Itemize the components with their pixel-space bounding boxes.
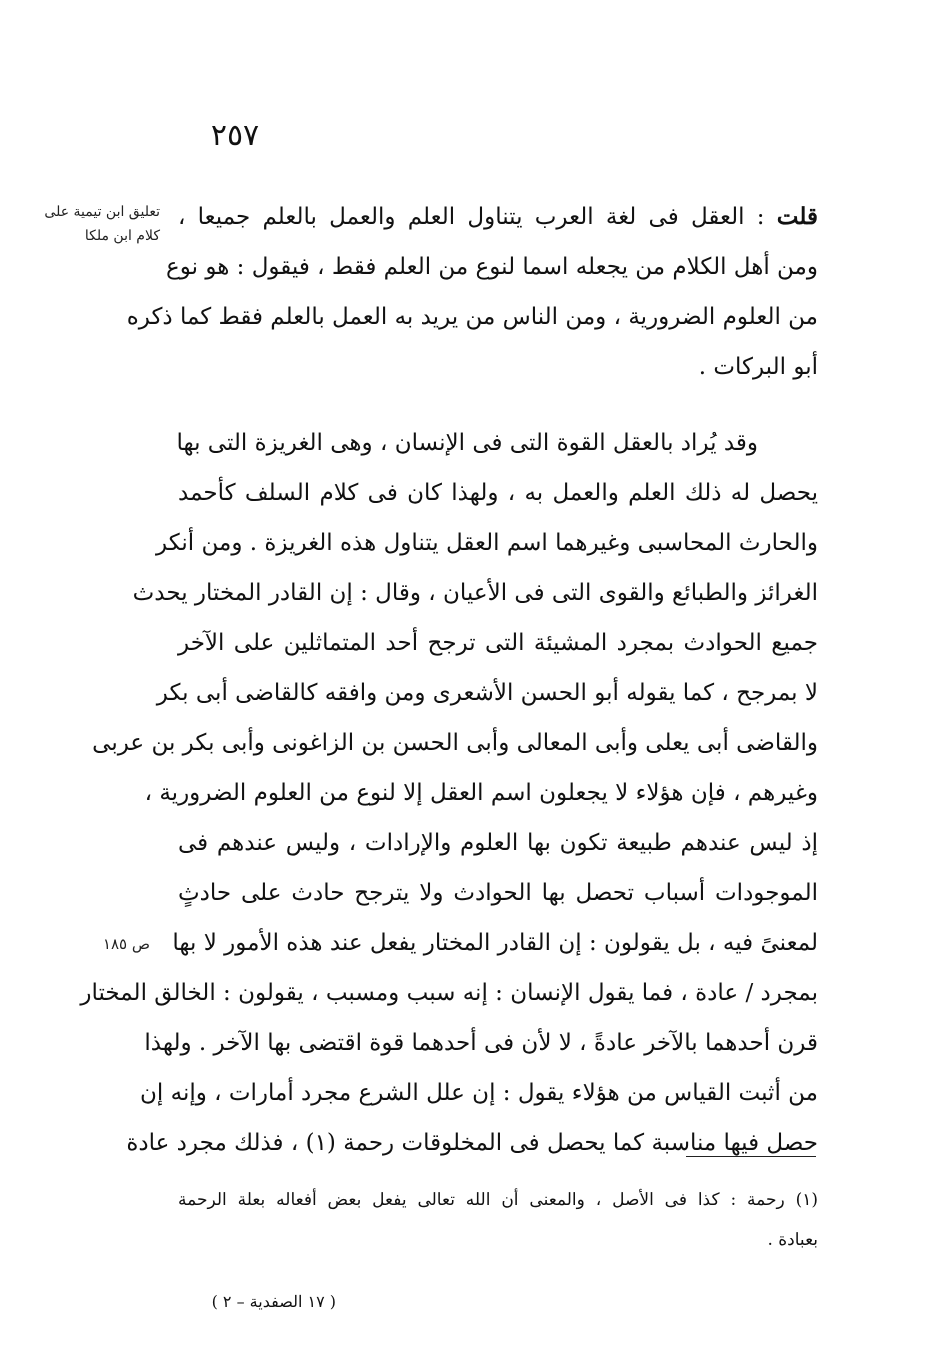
- paragraph-1-line-1: [178, 192, 818, 242]
- page-number: ٢٥٧: [210, 118, 260, 153]
- paragraph-1-line-2: ومن أهل الكلام من يجعله اسما لنوع من العلم فقط ، فيقول : هو نوع: [166, 254, 818, 280]
- paragraph-2-line: الموجودات أسباب تحصل بها الحوادث ولا يترجح حادث على حادثٍ: [178, 880, 818, 906]
- paragraph-2-line: يحصل له ذلك العلم والعمل به ، ولهذا كان فى كلام السلف كأحمد: [178, 480, 818, 506]
- paragraph-2-line: لمعنىً فيه ، بل يقولون : إن القادر المختار يفعل عند هذه الأمور لا بها: [172, 930, 818, 956]
- printer-signature: ( ١٧ الصفدية – ٢ ): [211, 1292, 336, 1311]
- paragraph-2-line: الغرائز والطبائع والقوى التى فى الأعيان ، وقال : إن القادر المختار يحدث: [132, 580, 818, 606]
- footnote-line-2: بعبادة .: [767, 1230, 818, 1250]
- paragraph-2-line: والحارث المحاسبى وغيرهما اسم العقل يتناول هذه الغريزة . ومن أنكر: [156, 530, 818, 556]
- footnote: [178, 1180, 818, 1260]
- paragraph-1-line-1-rest: : العقل فى لغة العرب يتناول العلم والعمل بالعلم جميعا ،: [178, 204, 777, 230]
- margin-note-topic: تعليق ابن تيمية على كلام ابن ملكا: [44, 204, 160, 244]
- paragraph-2-line: وقد يُراد بالعقل القوة التى فى الإنسان ، وهى الغريزة التى بها: [176, 430, 758, 456]
- paragraph-2-line: والقاضى أبى يعلى وأبى المعالى وأبى الحسن بن الزاغونى وأبى بكر بن عربى: [92, 730, 818, 756]
- margin-note-page-ref: ص ١٨٥: [102, 935, 150, 953]
- paragraph-2-line: إذ ليس عندهم طبيعة تكون بها العلوم والإرادات ، وليس عندهم فى: [178, 830, 818, 856]
- paragraph-2-line: قرن أحدهما بالآخر عادةً ، لا لأن فى أحدهما قوة اقتضى بها الآخر . ولهذا: [144, 1030, 818, 1056]
- footnote-line-1: (١) رحمة : كذا فى الأصل ، والمعنى أن الله تعالى يفعل بعض أفعاله بعلة الرحمة: [178, 1190, 818, 1210]
- paragraph-1-line-3: من العلوم الضرورية ، ومن الناس من يريد به العمل بالعلم فقط كما ذكره: [126, 304, 818, 330]
- footnote-separator: [686, 1156, 816, 1157]
- paragraph-1-line-4: أبو البركات .: [698, 354, 818, 380]
- paragraph-2-line: حصل فيها مناسبة كما يحصل فى المخلوقات رحمة (١) ، فذلك مجرد عادة: [126, 1130, 818, 1156]
- paragraph-2-line: لا بمرجح ، كما يقوله أبو الحسن الأشعرى ومن وافقه كالقاضى أبى بكر: [156, 680, 818, 706]
- paragraph-2-line: من أثبت القياس من هؤلاء يقول : إن علل الشرع مجرد أمارات ، وإنه إن: [140, 1080, 818, 1106]
- lead-word: قلت: [776, 203, 818, 230]
- paragraph-gap: [178, 392, 818, 418]
- paragraph-2-line: بمجرد / عادة ، فما يقول الإنسان : إنه سبب ومسبب ، يقولون : الخالق المختار: [80, 980, 818, 1006]
- paragraph-2-line: جميع الحوادث بمجرد المشيئة التى ترجح أحد المتماثلين على الآخر: [178, 630, 818, 656]
- paragraph-2-line: وغيرهم ، فإن هؤلاء لا يجعلون اسم العقل إلا لنوع من العلوم الضرورية ،: [144, 780, 818, 806]
